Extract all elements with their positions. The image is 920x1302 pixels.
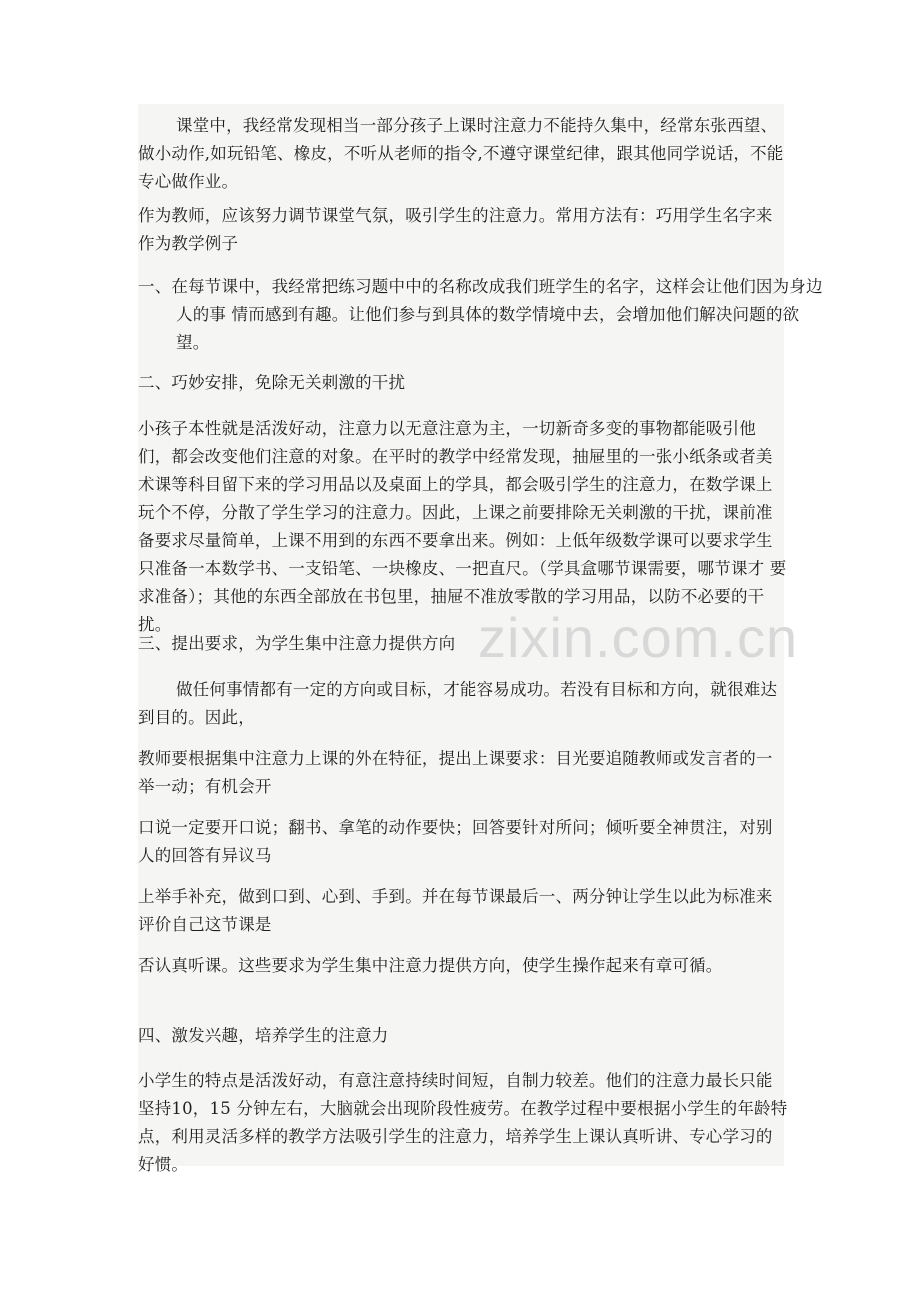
paragraph-point-3-body-4: 上举手补充，做到口到、心到、手到。并在每节课最后一、两分钟让学生以此为标准来评价自己这节课是 bbox=[138, 887, 773, 934]
paragraph-point-4-body: 小学生的特点是活泼好动，有意注意持续时间短，自制力较差。他们的注意力最长只能坚持10，15 分钟左右，大脑就会出现阶段性疲劳。在教学过程中要根据小学生的年龄特点，利用灵活多样的教学方法吸引学生的注意力，培养学生上课认真听讲、专心学习的好惯。 bbox=[138, 1071, 788, 1174]
paragraph-teacher-method: 作为教师，应该努力调节课堂气氛，吸引学生的注意力。常用方法有：巧用学生名字来作为教学例子 bbox=[138, 206, 773, 253]
paragraph-point-3-body-5: 否认真听课。这些要求为学生集中注意力提供方向，使学生操作起来有章可循。 bbox=[138, 956, 723, 975]
paragraph-point-1: 一、在每节课中，我经常把练习题中中的名称改成我们班学生的名字，这样会让他们因为身边人的事 情而感到有趣。让他们参与到具体的数学情境中去，会增加他们解决问题的欲望。 bbox=[138, 277, 823, 352]
paragraph-point-3-body-1: 做任何事情都有一定的方向或目标，才能容易成功。若没有目标和方向，就很难达到目的。因此， bbox=[138, 680, 778, 727]
paragraph-intro: 课堂中，我经常发现相当一部分孩子上课时注意力不能持久集中，经常东张西望、做小动作,如玩铅笔、橡皮，不听从老师的指令,不遵守课堂纪律，跟其他同学说话，不能专心做作业。 bbox=[138, 116, 784, 191]
paragraph-point-2-body: 小孩子本性就是活泼好动，注意力以无意注意为主，一切新奇多变的事物都能吸引他们，都会改变他们注意的对象。在平时的教学中经常发现，抽屉里的一张小纸条或者美术课等科目留下来的学习用品以及桌面上的学具，都会吸引学生的注意力，在数学课上玩个不停，分散了学生学习的注意力。因此，上课之前要排除无关刺激的干扰，课前准备要求尽量简单，上课不用到的东西不要拿出来。例如：上低年级数学课可以要求学生只准备一本数学书、一支铅笔、一块橡皮、一把直尺。（学具盒哪节课需要，哪节课才 要求准备）；其他的东西全部放在书包里，抽屉不准放零散的学习用品，以防不必要的干扰。 bbox=[138, 419, 787, 634]
heading-point-2: 二、巧妙安排，免除无关刺激的干扰 bbox=[138, 373, 406, 392]
heading-point-4: 四、激发兴趣，培养学生的注意力 bbox=[138, 1026, 389, 1045]
paragraph-point-3-body-2: 教师要根据集中注意力上课的外在特征，提出上课要求：目光要追随教师或发言者的一举一动；有机会开 bbox=[138, 749, 773, 796]
watermark: zixin.com.cn bbox=[478, 606, 799, 669]
heading-point-3: 三、提出要求，为学生集中注意力提供方向 bbox=[138, 634, 456, 653]
paragraph-point-3-body-3: 口说一定要开口说；翻书、拿笔的动作要快；回答要针对所问；倾听要全神贯注，对别人的回答有异议马 bbox=[138, 818, 773, 865]
